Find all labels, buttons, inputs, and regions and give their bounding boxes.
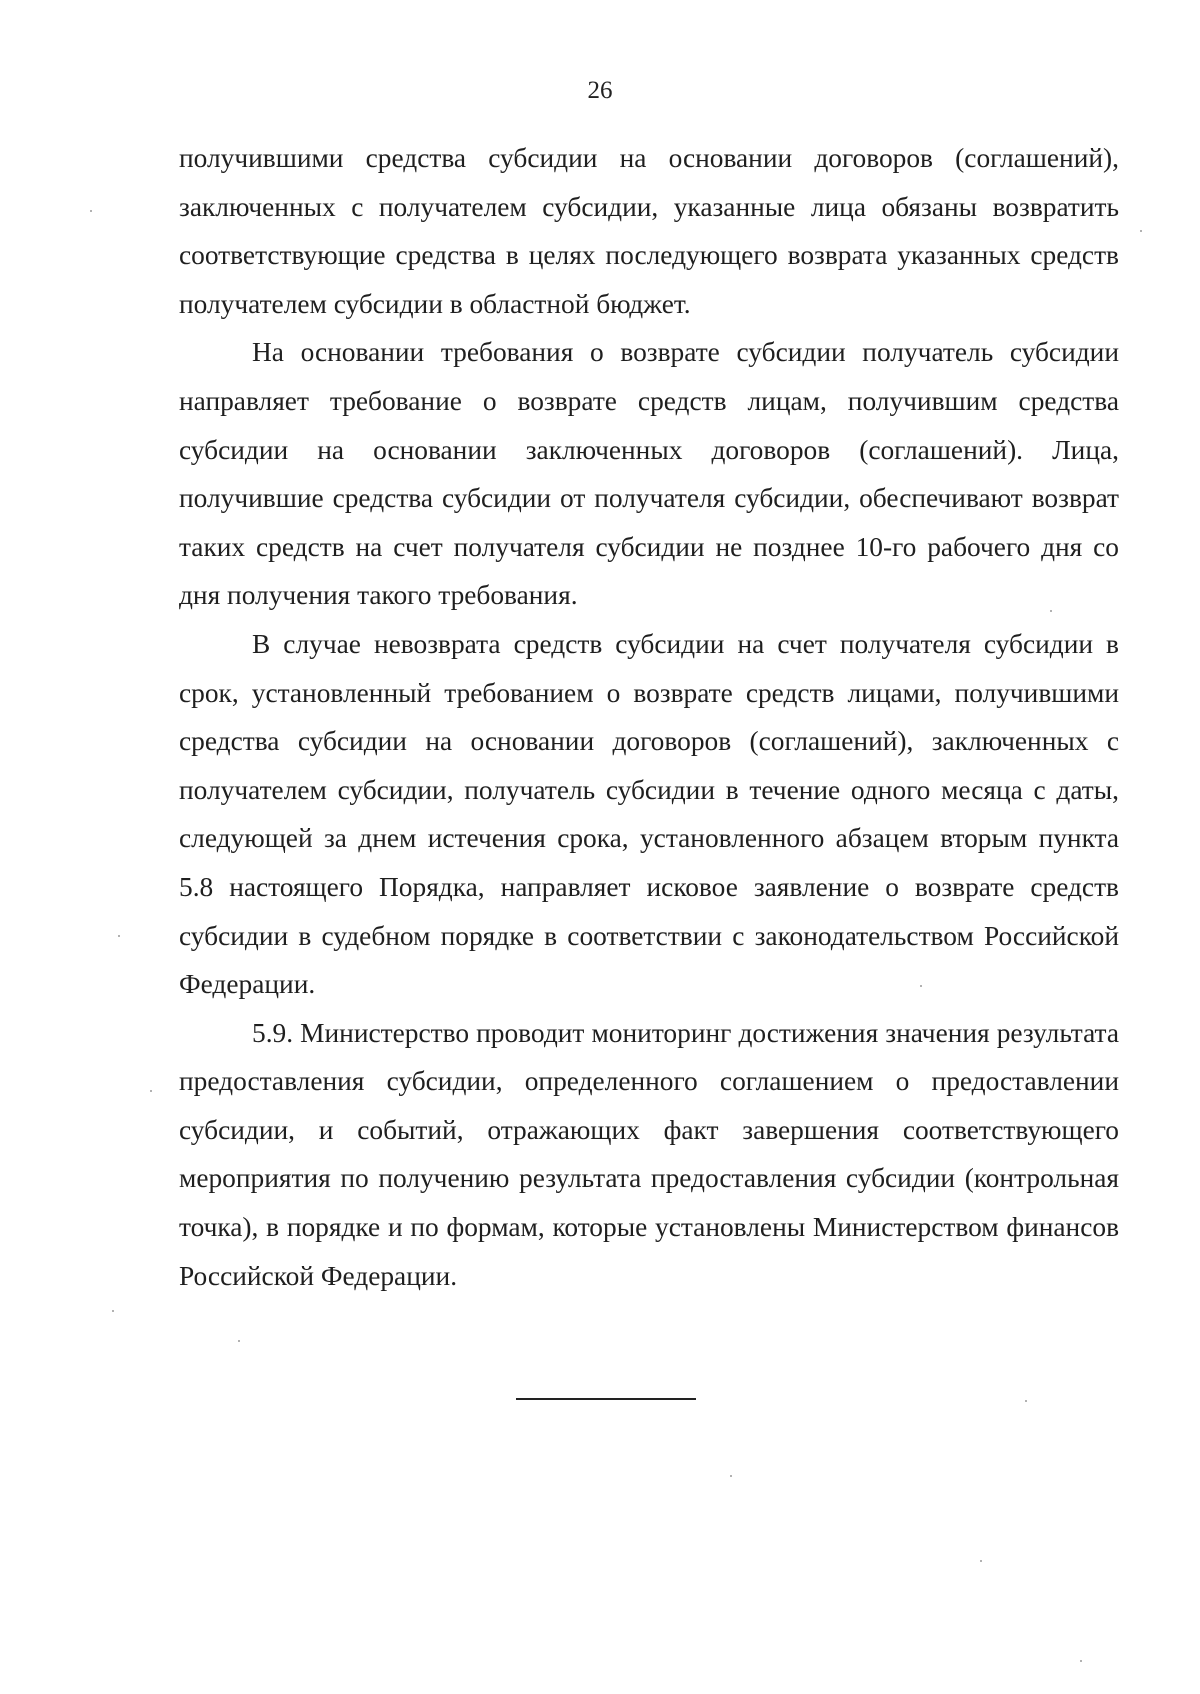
scan-speck: [90, 210, 92, 212]
scan-speck: [980, 1560, 982, 1562]
scan-speck: [112, 1310, 114, 1312]
paragraph-monitoring: 5.9. Министерство проводит мониторинг достижения значения результата предоставления субсидии, определенного соглашением о предоставлении субсидии, и событий, отражающих факт завершения соответствующего мероприятия по получению результата предоставления субсидии (контрольная точка), в порядке и по формам, которые установлены Министерством финансов Российской Федерации.: [179, 1017, 1119, 1291]
paragraph-demand-return: На основании требования о возврате субсидии получатель субсидии направляет требование о возврате средств лицам, получившим средства субсидии на основании заключенных договоров (соглашений). Лица, получившие средства субсидии от получателя субсидии, обеспечивают возврат таких средств на счет получателя субсидии не позднее 10-го рабочего дня со дня получения такого требования.: [179, 337, 1119, 611]
scan-speck: [1080, 1660, 1082, 1662]
scan-speck: [238, 1340, 240, 1342]
scan-speck: [1050, 610, 1052, 612]
end-of-document-rule: [516, 1398, 696, 1400]
scan-speck: [118, 935, 120, 937]
page-number: 26: [587, 77, 613, 104]
scan-speck: [1025, 1400, 1027, 1402]
paragraph-continuation: получившими средства субсидии на основании договоров (соглашений), заключенных с получателем субсидии, указанные лица обязаны возвратить соответствующие средства в целях последующего возврата указанных средств получателем субсидии в областной бюджет.: [179, 143, 1119, 319]
scan-speck: [730, 1475, 732, 1477]
scan-speck: [1140, 230, 1142, 232]
paragraph-non-return: В случае невозврата средств субсидии на счет получателя субсидии в срок, установленный требованием о возврате средств лицами, получившими средства субсидии на основании договоров (соглашений), заключенных с получателем субсидии, получатель субсидии в течение одного месяца с даты, следующей за днем истечения срока, установленного абзацем вторым пункта 5.8 настоящего Порядка, направляет исковое заявление о возврате средств субсидии в судебном порядке в соответствии с законодательством Российской Федерации.: [179, 628, 1119, 1000]
scan-speck: [920, 985, 922, 987]
document-body: [179, 134, 1119, 1300]
scan-speck: [150, 1090, 152, 1092]
